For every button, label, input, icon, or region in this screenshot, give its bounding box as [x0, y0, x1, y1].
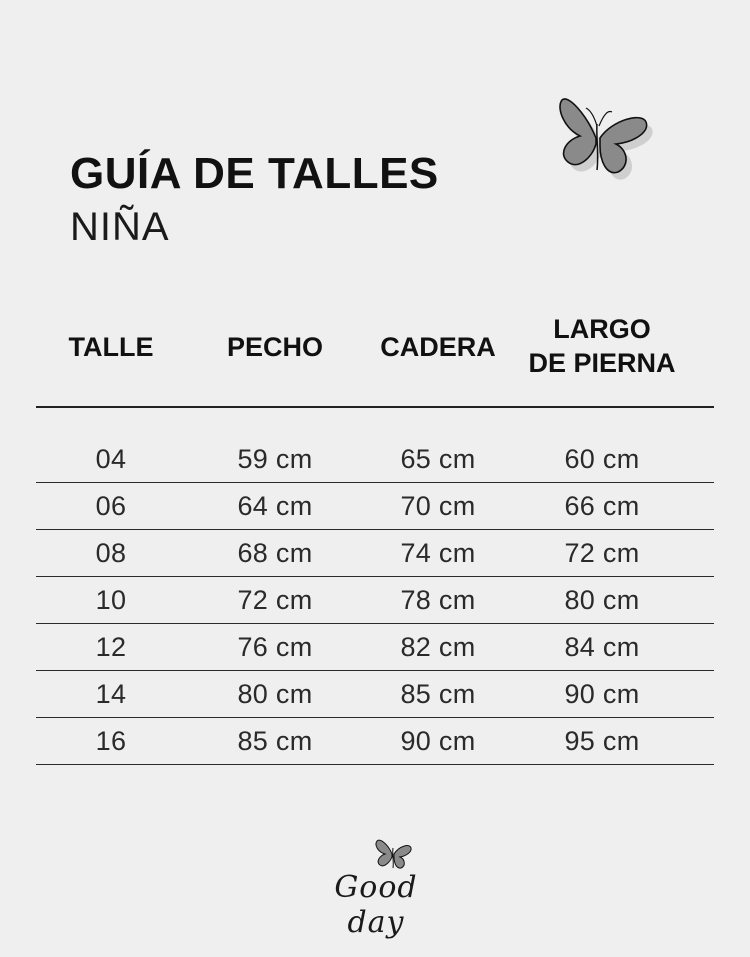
cell-pecho: 76 cm	[237, 631, 313, 662]
cell-talle: 06	[95, 490, 127, 521]
table-row	[36, 436, 714, 483]
cell-pecho: 59 cm	[237, 443, 313, 474]
cell-talle: 08	[95, 537, 127, 568]
cell-cadera: 82 cm	[400, 631, 476, 662]
page-subtitle: NIÑA	[70, 205, 170, 249]
cell-largo-pierna: 95 cm	[564, 725, 640, 756]
cell-cadera: 65 cm	[400, 443, 476, 474]
table-row	[36, 483, 714, 530]
butterfly-icon	[556, 94, 656, 182]
cell-largo-pierna: 84 cm	[564, 631, 640, 662]
table-row	[36, 718, 714, 765]
small-butterfly-icon	[374, 836, 414, 872]
table-row	[36, 671, 714, 718]
table-header-row	[36, 312, 714, 382]
header-divider	[36, 406, 714, 408]
column-header-pecho: PECHO	[226, 332, 324, 362]
cell-cadera: 70 cm	[400, 490, 476, 521]
cell-cadera: 85 cm	[400, 678, 476, 709]
cell-pecho: 64 cm	[237, 490, 313, 521]
column-header-cadera: CADERA	[380, 332, 496, 362]
size-table	[36, 436, 714, 765]
column-header-largo-pierna: LARGO DE PIERNA	[528, 314, 676, 378]
cell-pecho: 80 cm	[237, 678, 313, 709]
cell-talle: 04	[95, 443, 127, 474]
cell-cadera: 74 cm	[400, 537, 476, 568]
cell-largo-pierna: 90 cm	[564, 678, 640, 709]
table-row	[36, 624, 714, 671]
cell-largo-pierna: 66 cm	[564, 490, 640, 521]
brand-logo	[316, 836, 436, 940]
cell-largo-pierna: 72 cm	[564, 537, 640, 568]
cell-talle: 16	[95, 725, 127, 756]
logo-text: Good day	[334, 870, 418, 940]
cell-pecho: 68 cm	[237, 537, 313, 568]
cell-cadera: 90 cm	[400, 725, 476, 756]
cell-pecho: 85 cm	[237, 725, 313, 756]
table-row	[36, 530, 714, 577]
cell-largo-pierna: 80 cm	[564, 584, 640, 615]
page-title: GUÍA DE TALLES	[70, 149, 439, 198]
cell-pecho: 72 cm	[237, 584, 313, 615]
cell-talle: 12	[95, 631, 127, 662]
table-row	[36, 577, 714, 624]
cell-talle: 14	[95, 678, 127, 709]
cell-talle: 10	[95, 584, 127, 615]
cell-largo-pierna: 60 cm	[564, 443, 640, 474]
column-header-talle: TALLE	[68, 332, 154, 362]
cell-cadera: 78 cm	[400, 584, 476, 615]
